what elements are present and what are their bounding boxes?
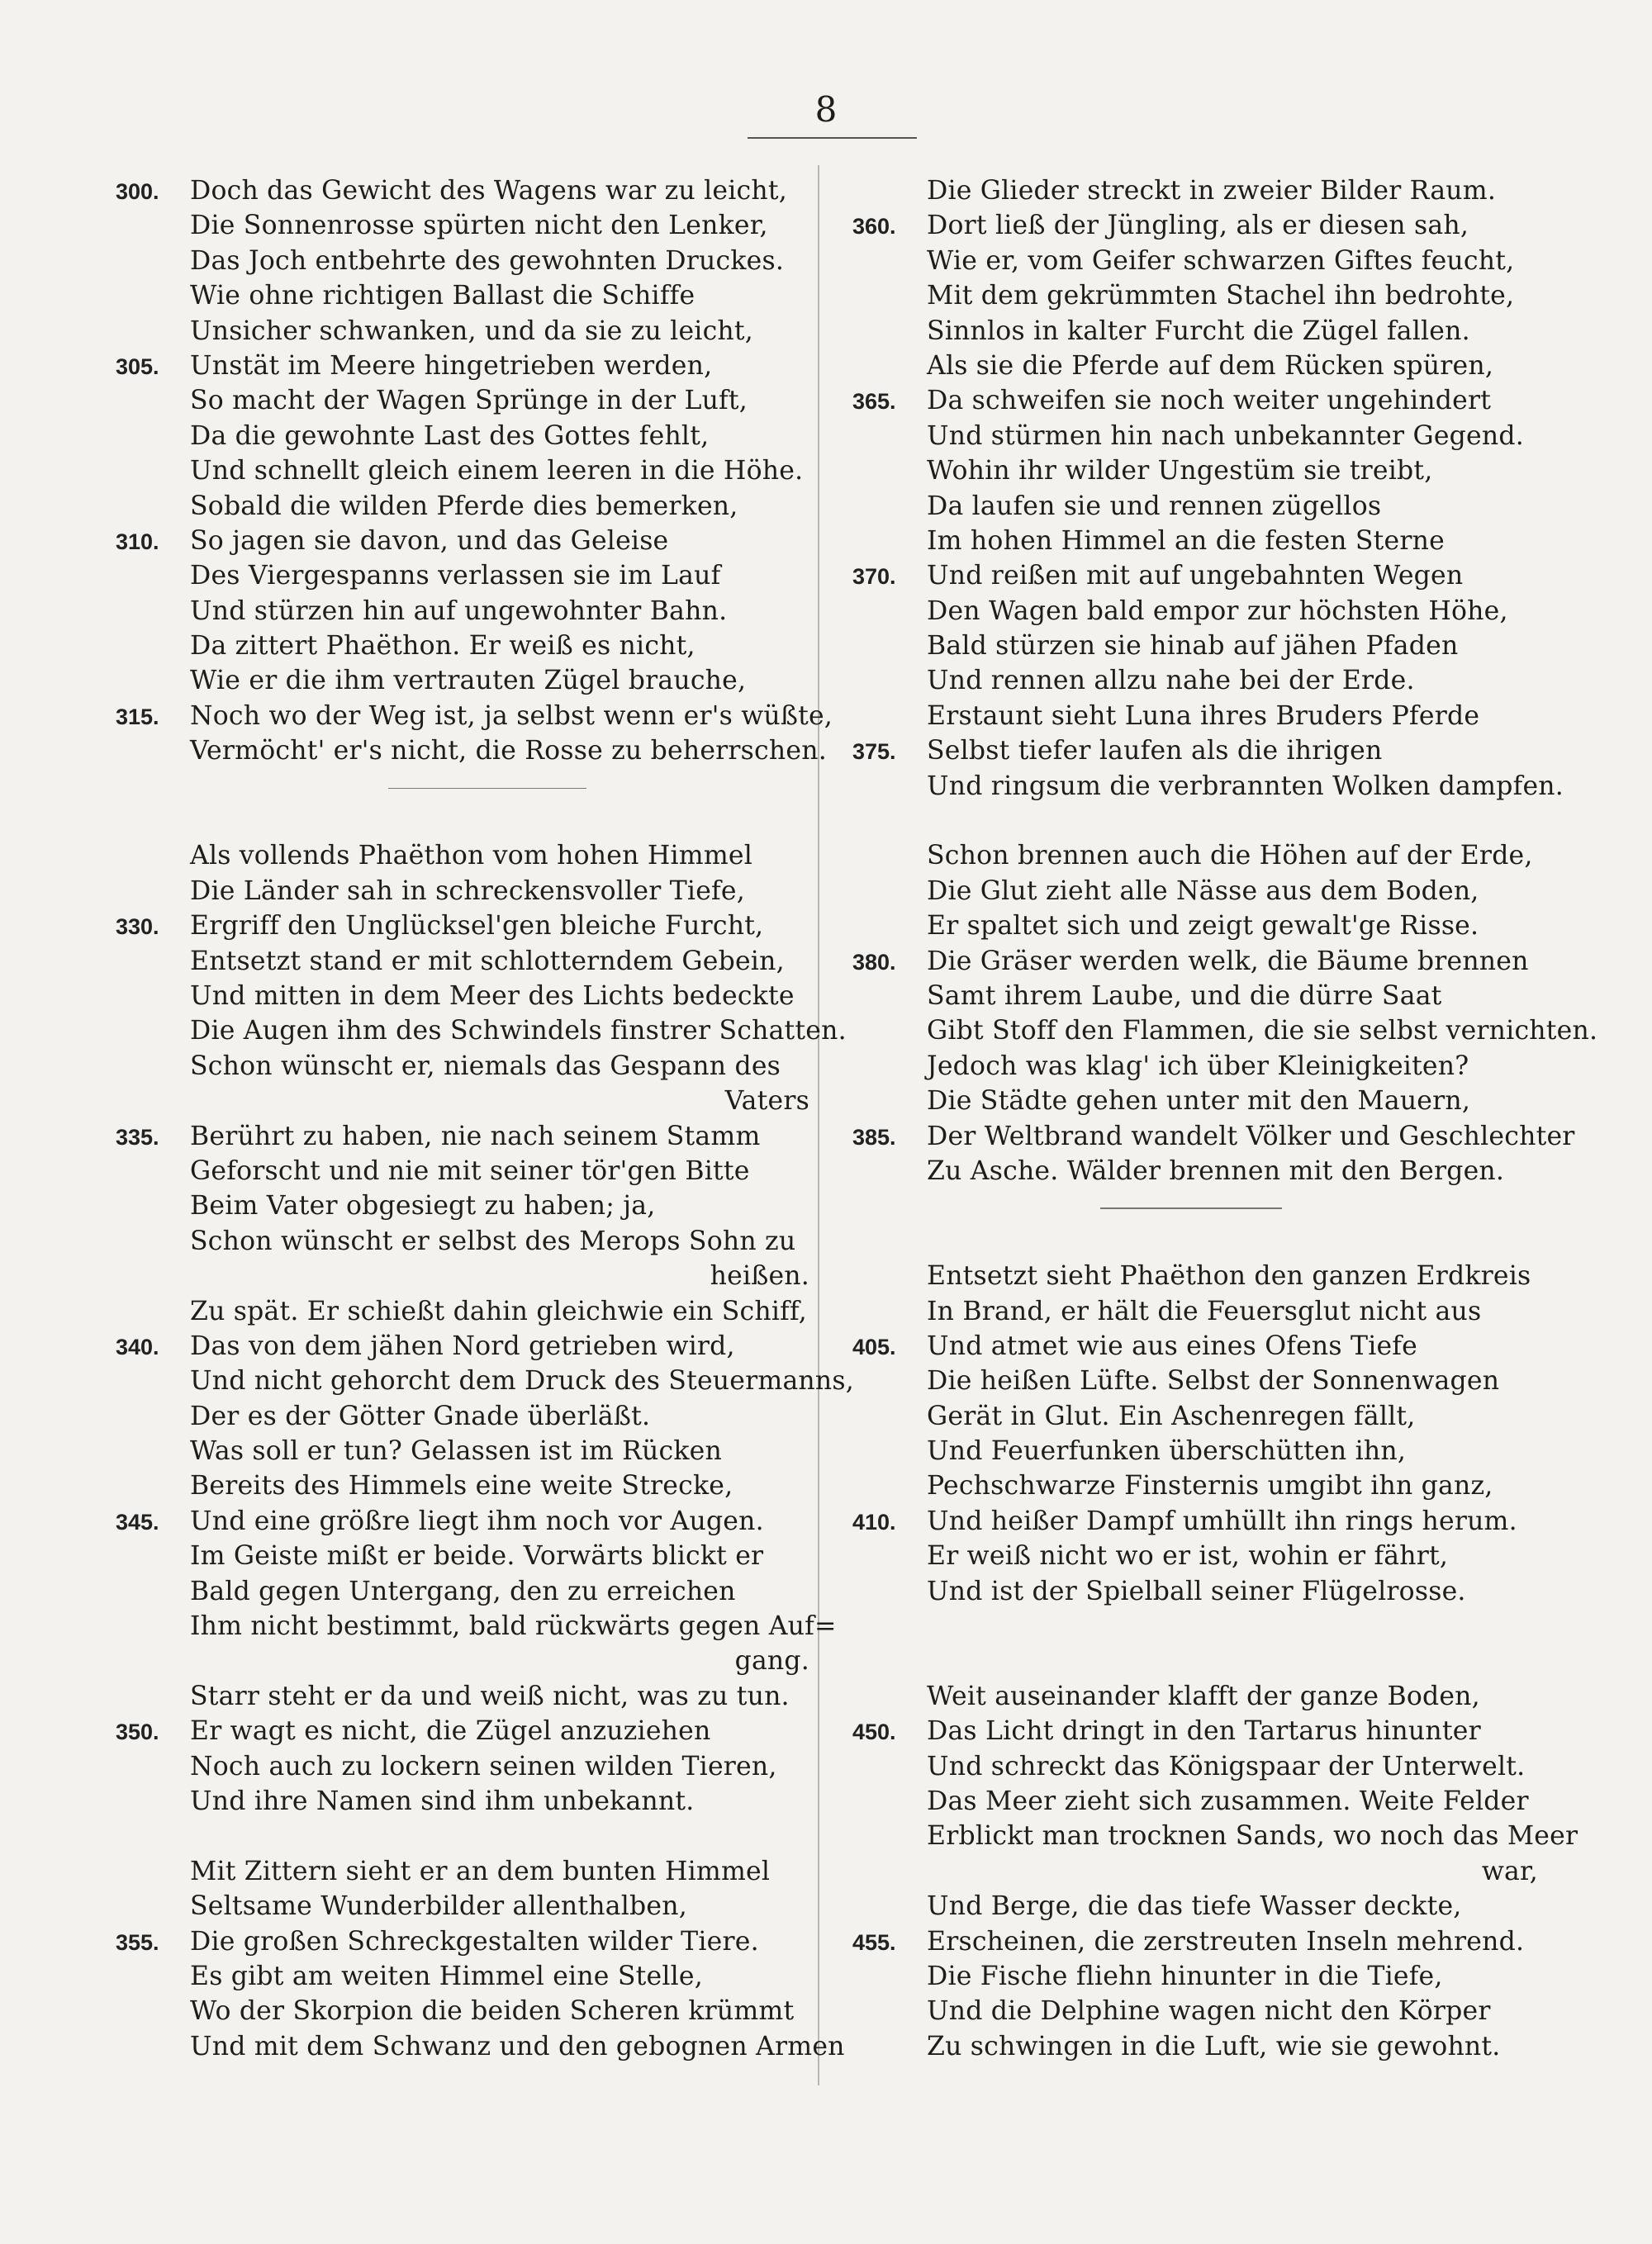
verse-text: Das Meer zieht sich zusammen. Weite Felder: [927, 1786, 1529, 1816]
verse-line: [852, 911, 1538, 946]
verse-text: Noch auch zu lockern seinen wilden Tieren,: [190, 1751, 777, 1781]
verse-text: Und die Delphine wagen nicht den Körper: [927, 1996, 1491, 2027]
verse-text: Geforscht und nie mit seiner tör'gen Bitte: [190, 1155, 750, 1186]
verse-line: [852, 176, 1538, 211]
header-rule: [748, 137, 917, 139]
verse-text: Und ringsum die verbrannten Wolken dampfen.: [927, 771, 1564, 801]
verse-text: Und stürmen hin nach unbekannter Gegend.: [927, 420, 1524, 451]
verse-line: [116, 2031, 845, 2066]
verse-line: [852, 736, 1538, 771]
verse-text: Schon wünscht er selbst des Merops Sohn zu: [190, 1226, 796, 1256]
verse-line: [852, 1436, 1538, 1471]
verse-text: Erblickt man trocknen Sands, wo noch das Meer: [927, 1821, 1578, 1852]
line-number: 450.: [852, 1720, 896, 1745]
verse-text: Da laufen sie und rennen zügellos: [927, 491, 1382, 521]
verse-line: [116, 736, 827, 771]
verse-text: Die Fische fliehn hinunter in die Tiefe,: [927, 1961, 1443, 1991]
line-number: 385.: [852, 1124, 896, 1150]
verse-text: Die Länder sah in schreckensvoller Tiefe,: [190, 875, 745, 906]
verse-text: Das Licht dringt in den Tartarus hinunter: [927, 1716, 1481, 1747]
left-column: [116, 176, 854, 2066]
line-number: 410.: [852, 1509, 896, 1535]
verse-text: Die Städte gehen unter mit den Mauern,: [927, 1086, 1471, 1117]
verse-text: Und ist der Spielball seiner Flügelrosse.: [927, 1576, 1466, 1606]
verse-line: [116, 1331, 809, 1366]
verse-text: Und heißer Dampf umhüllt ihn rings herum.: [927, 1506, 1517, 1536]
verse-text: Weit auseinander klafft der ganze Boden,: [927, 1681, 1480, 1711]
verse-text: Erscheinen, die zerstreuten Inseln mehrend.: [927, 1926, 1525, 1957]
line-number: 340.: [116, 1334, 159, 1359]
verse-line: [116, 561, 809, 595]
verse-line: [116, 841, 809, 875]
verse-line: [116, 1226, 809, 1261]
verse-line: [852, 386, 1538, 420]
verse-line: [116, 876, 809, 911]
verse-text: Da schweifen sie noch weiter ungehindert: [927, 386, 1492, 416]
verse-line: [116, 1297, 809, 1331]
line-number: 330.: [116, 914, 159, 940]
verse-text: So jagen sie davon, und das Geleise: [190, 525, 669, 556]
verse-text: Ergriff den Unglücksel'gen bleiche Furcht,: [190, 911, 764, 942]
verse-line: [852, 1962, 1538, 1996]
verse-line: [852, 491, 1538, 526]
verse-text: Da die gewohnte Last des Gottes fehlt,: [190, 420, 710, 451]
verse-text: Wo der Skorpion die beiden Scheren krümmt: [190, 1996, 795, 2027]
verse-text: Jedoch was klag' ich über Kleinigkeiten?: [927, 1051, 1469, 1081]
verse-line: [116, 351, 809, 386]
verse-text: Vermöcht' er's nicht, die Rosse zu beherrschen.: [190, 736, 827, 766]
verse-line: [852, 1156, 1538, 1191]
verse-line: [116, 1436, 809, 1471]
verse-line: [852, 1996, 1538, 2031]
verse-line: [852, 596, 1538, 631]
verse-line: [852, 1821, 1578, 1856]
verse-text: Ihm nicht bestimmt, bald rückwärts gegen Auf=: [190, 1611, 837, 1642]
line-number: 310.: [116, 529, 159, 554]
verse-line: [116, 1996, 809, 2031]
verse-text: Es gibt am weiten Himmel eine Stelle,: [190, 1961, 703, 1991]
verse-text: Als sie die Pferde auf dem Rücken spüren,: [927, 350, 1494, 381]
verse-text: Und stürzen hin auf ungewohnter Bahn.: [190, 595, 728, 626]
verse-line: [116, 176, 809, 211]
stanza-gap: [852, 1226, 1538, 1261]
verse-text: Mit Zittern sieht er an dem bunten Himmel: [190, 1856, 771, 1886]
line-number: 365.: [852, 389, 896, 415]
verse-line: [852, 1891, 1538, 1926]
verse-text: Was soll er tun? Gelassen ist im Rücken: [190, 1436, 722, 1467]
section-separator: [116, 771, 809, 806]
verse-text: Sobald die wilden Pferde dies bemerken,: [190, 491, 738, 521]
verse-line: [116, 700, 833, 736]
verse-text: Den Wagen bald empor zur höchsten Höhe,: [927, 595, 1508, 626]
verse-text: Starr steht er da und weiß nicht, was zu tun.: [190, 1681, 790, 1711]
verse-line: [852, 1297, 1538, 1331]
verse-text: Und nicht gehorcht dem Druck des Steuermanns,: [190, 1366, 854, 1397]
verse-line: [852, 1506, 1538, 1541]
verse-text: Und schreckt das Königspaar der Unterwelt.: [927, 1751, 1526, 1781]
verse-text: Unstät im Meere hingetrieben werden,: [190, 350, 713, 381]
verse-text: Zu Asche. Wälder brennen mit den Bergen.: [927, 1155, 1505, 1186]
verse-text: Die heißen Lüfte. Selbst der Sonnenwagen: [927, 1366, 1500, 1397]
verse-text: Und rennen allzu nahe bei der Erde.: [927, 666, 1415, 696]
verse-text: Zu spät. Er schießt dahin gleichwie ein Schiff,: [190, 1296, 807, 1326]
line-number: 355.: [116, 1929, 159, 1955]
verse-line: [116, 1646, 809, 1681]
verse-text: Er weiß nicht wo er ist, wohin er fährt,: [927, 1541, 1449, 1572]
verse-line: [852, 1402, 1538, 1436]
verse-line: [116, 1577, 809, 1611]
verse-line: [116, 1366, 854, 1401]
verse-text: Dort ließ der Jüngling, als er diesen sah,: [927, 211, 1469, 241]
verse-line: [116, 596, 809, 631]
verse-text: Der es der Götter Gnade überläßt.: [190, 1401, 651, 1431]
verse-text: Der Weltbrand wandelt Völker und Geschlechter: [927, 1121, 1575, 1151]
verse-line: [852, 946, 1538, 981]
verse-line: [116, 981, 809, 1016]
verse-text: Wohin ihr wilder Ungestüm sie treibt,: [927, 456, 1433, 486]
verse-line: [852, 1577, 1538, 1611]
verse-line: [116, 1506, 809, 1541]
verse-text: Und Berge, die das tiefe Wasser deckte,: [927, 1891, 1462, 1922]
verse-line: [116, 1086, 809, 1121]
verse-line: [116, 1402, 809, 1436]
stanza-gap: [116, 806, 809, 841]
verse-line: [116, 1716, 809, 1751]
right-column: [852, 176, 1598, 2066]
verse-line: [116, 1016, 847, 1051]
verse-text: Und eine größre liegt ihm noch vor Augen.: [190, 1506, 764, 1536]
verse-line: [852, 281, 1538, 315]
verse-line: [852, 2032, 1538, 2066]
verse-text: Das Joch entbehrte des gewohnten Druckes.: [190, 245, 785, 276]
verse-line: [116, 1261, 809, 1296]
verse-line: [852, 1331, 1538, 1366]
verse-line: [852, 1716, 1538, 1751]
verse-line: [852, 1857, 1538, 1891]
verse-line: [116, 1156, 809, 1191]
verse-line: [116, 1682, 809, 1716]
verse-line: [852, 351, 1538, 386]
verse-text: Gibt Stoff den Flammen, die sie selbst vernichten.: [927, 1016, 1598, 1046]
verse-text: Bereits des Himmels eine weite Strecke,: [190, 1471, 733, 1502]
verse-text: Entsetzt sieht Phaëthon den ganzen Erdkreis: [927, 1261, 1531, 1292]
verse-line: [116, 666, 809, 700]
line-number: 455.: [852, 1929, 896, 1955]
verse-text: Des Viergespanns verlassen sie im Lauf: [190, 561, 721, 591]
verse-text: Und mitten in dem Meer des Lichts bedeckte: [190, 980, 795, 1011]
verse-text: Und ihre Namen sind ihm unbekannt.: [190, 1786, 695, 1816]
stanza-gap: [116, 1821, 809, 1856]
verse-text: Pechschwarze Finsternis umgibt ihn ganz,: [927, 1471, 1493, 1502]
verse-text: So macht der Wagen Sprünge in der Luft,: [190, 386, 748, 416]
stanza-gap: [852, 1646, 1538, 1681]
verse-text: Beim Vater obgesiegt zu haben; ja,: [190, 1191, 656, 1222]
verse-line: [116, 1051, 809, 1086]
verse-line: [852, 1471, 1538, 1506]
verse-line: [852, 1752, 1538, 1786]
verse-text: war,: [1481, 1856, 1538, 1886]
verse-text: Und schnellt gleich einem leeren in die Höhe.: [190, 456, 804, 486]
verse-text: Doch das Gewicht des Wagens war zu leicht,: [190, 176, 787, 206]
verse-line: [116, 491, 809, 526]
verse-text: Unsicher schwanken, und da sie zu leicht,: [190, 315, 753, 346]
stanza-gap: [852, 1611, 1538, 1646]
verse-line: [852, 666, 1538, 700]
verse-line: [852, 701, 1538, 736]
verse-line: [852, 246, 1538, 281]
verse-line: [116, 1962, 809, 1996]
verse-line: [116, 946, 809, 981]
verse-line: [116, 1752, 809, 1786]
verse-text: Die Glieder streckt in zweier Bilder Raum.: [927, 176, 1497, 206]
verse-text: Zu schwingen in die Luft, wie sie gewohnt.: [927, 2031, 1501, 2061]
line-number: 405.: [852, 1334, 896, 1359]
verse-line: [116, 1857, 809, 1891]
verse-text: Und mit dem Schwanz und den gebognen Armen: [190, 2031, 845, 2061]
verse-text: Wie ohne richtigen Ballast die Schiffe: [190, 281, 695, 311]
verse-text: Samt ihrem Laube, und die dürre Saat: [927, 980, 1442, 1011]
verse-text: Das von dem jähen Nord getrieben wird,: [190, 1331, 735, 1361]
line-number: 375.: [852, 739, 896, 765]
verse-text: Wie er, vom Geifer schwarzen Giftes feucht,: [927, 245, 1515, 276]
verse-text: Bald gegen Untergang, den zu erreichen: [190, 1576, 736, 1606]
verse-text: heißen.: [710, 1261, 809, 1292]
line-number: 350.: [116, 1720, 159, 1745]
verse-line: [116, 246, 809, 281]
verse-line: [116, 281, 809, 315]
line-number: 305.: [116, 353, 159, 379]
line-number: 345.: [116, 1509, 159, 1535]
verse-text: Und reißen mit auf ungebahnten Wegen: [927, 561, 1464, 591]
verse-line: [852, 1086, 1538, 1121]
verse-text: In Brand, er hält die Feuersglut nicht aus: [927, 1296, 1482, 1326]
section-separator: [852, 1191, 1538, 1226]
line-number: 335.: [116, 1124, 159, 1150]
verse-text: Noch wo der Weg ist, ja selbst wenn er's wüßte,: [190, 700, 833, 731]
verse-line: [852, 1016, 1598, 1051]
verse-line: [852, 1366, 1538, 1401]
verse-line: [852, 561, 1538, 595]
verse-line: [116, 421, 809, 456]
verse-text: Im Geiste mißt er beide. Vorwärts blickt er: [190, 1541, 764, 1572]
verse-line: [852, 981, 1538, 1016]
verse-text: Die Gräser werden welk, die Bäume brennen: [927, 946, 1529, 976]
verse-text: Seltsame Wunderbilder allenthalben,: [190, 1891, 687, 1922]
verse-line: [852, 841, 1538, 875]
verse-line: [852, 631, 1538, 666]
stanza-gap: [852, 806, 1538, 841]
verse-line: [116, 1191, 809, 1226]
verse-line: [116, 631, 809, 666]
verse-line: [116, 1611, 837, 1646]
verse-text: Selbst tiefer laufen als die ihrigen: [927, 736, 1383, 766]
verse-text: Wie er die ihm vertrauten Zügel brauche,: [190, 666, 747, 696]
verse-line: [852, 876, 1538, 911]
verse-text: Da zittert Phaëthon. Er weiß es nicht,: [190, 631, 695, 662]
verse-text: Schon brennen auch die Höhen auf der Erde,: [927, 841, 1533, 871]
verse-line: [116, 1927, 809, 1962]
verse-line: [116, 1471, 809, 1506]
verse-text: Gerät in Glut. Ein Aschenregen fällt,: [927, 1401, 1416, 1431]
verse-text: Als vollends Phaëthon vom hohen Himmel: [190, 841, 753, 871]
verse-line: [852, 456, 1538, 491]
verse-text: Im hohen Himmel an die festen Sterne: [927, 525, 1445, 556]
verse-text: Die Glut zieht alle Nässe aus dem Boden,: [927, 875, 1479, 906]
verse-text: Entsetzt stand er mit schlotterndem Gebein,: [190, 946, 785, 976]
verse-text: Berührt zu haben, nie nach seinem Stamm: [190, 1121, 761, 1151]
verse-text: Er wagt es nicht, die Zügel anzuziehen: [190, 1716, 711, 1747]
verse-line: [852, 1261, 1538, 1296]
line-number: 300.: [116, 179, 159, 204]
verse-text: Vaters: [724, 1086, 809, 1117]
line-number: 315.: [116, 704, 159, 729]
verse-text: Er spaltet sich und zeigt gewalt'ge Risse.: [927, 911, 1479, 942]
verse-text: Die Sonnenrosse spürten nicht den Lenker,: [190, 211, 768, 241]
verse-line: [852, 526, 1538, 561]
verse-line: [116, 1891, 809, 1926]
verse-line: [852, 771, 1564, 806]
verse-text: Mit dem gekrümmten Stachel ihn bedrohte,: [927, 281, 1515, 311]
verse-line: [116, 1786, 809, 1821]
line-number: 380.: [852, 949, 896, 975]
verse-line: [116, 316, 809, 351]
verse-text: Bald stürzen sie hinab auf jähen Pfaden: [927, 631, 1459, 662]
verse-line: [852, 1541, 1538, 1576]
verse-text: Schon wünscht er, niemals das Gespann des: [190, 1051, 781, 1081]
verse-text: Sinnlos in kalter Furcht die Zügel fallen.: [927, 315, 1470, 346]
verse-line: [852, 1927, 1538, 1962]
verse-text: Die Augen ihm des Schwindels finstrer Schatten.: [190, 1016, 847, 1046]
verse-text: gang.: [734, 1646, 809, 1677]
verse-line: [116, 211, 809, 245]
verse-line: [116, 386, 809, 420]
verse-line: [116, 1541, 809, 1576]
verse-line: [852, 1121, 1575, 1156]
verse-line: [852, 211, 1538, 245]
line-number: 360.: [852, 214, 896, 240]
line-number: 370.: [852, 564, 896, 590]
verse-line: [116, 526, 809, 561]
verse-line: [116, 911, 809, 946]
verse-line: [116, 456, 809, 491]
verse-line: [852, 316, 1538, 351]
verse-line: [852, 1786, 1538, 1821]
verse-text: Die großen Schreckgestalten wilder Tiere.: [190, 1926, 759, 1957]
verse-text: Und Feuerfunken überschütten ihn,: [927, 1436, 1407, 1467]
verse-text: Und atmet wie aus eines Ofens Tiefe: [927, 1331, 1418, 1361]
verse-line: [852, 421, 1538, 456]
verse-line: [852, 1682, 1538, 1716]
verse-line: [852, 1051, 1538, 1086]
verse-text: Erstaunt sieht Luna ihres Bruders Pferde: [927, 700, 1480, 731]
column-divider: [818, 165, 819, 2085]
page-number: 8: [814, 89, 838, 130]
verse-line: [116, 1122, 809, 1156]
